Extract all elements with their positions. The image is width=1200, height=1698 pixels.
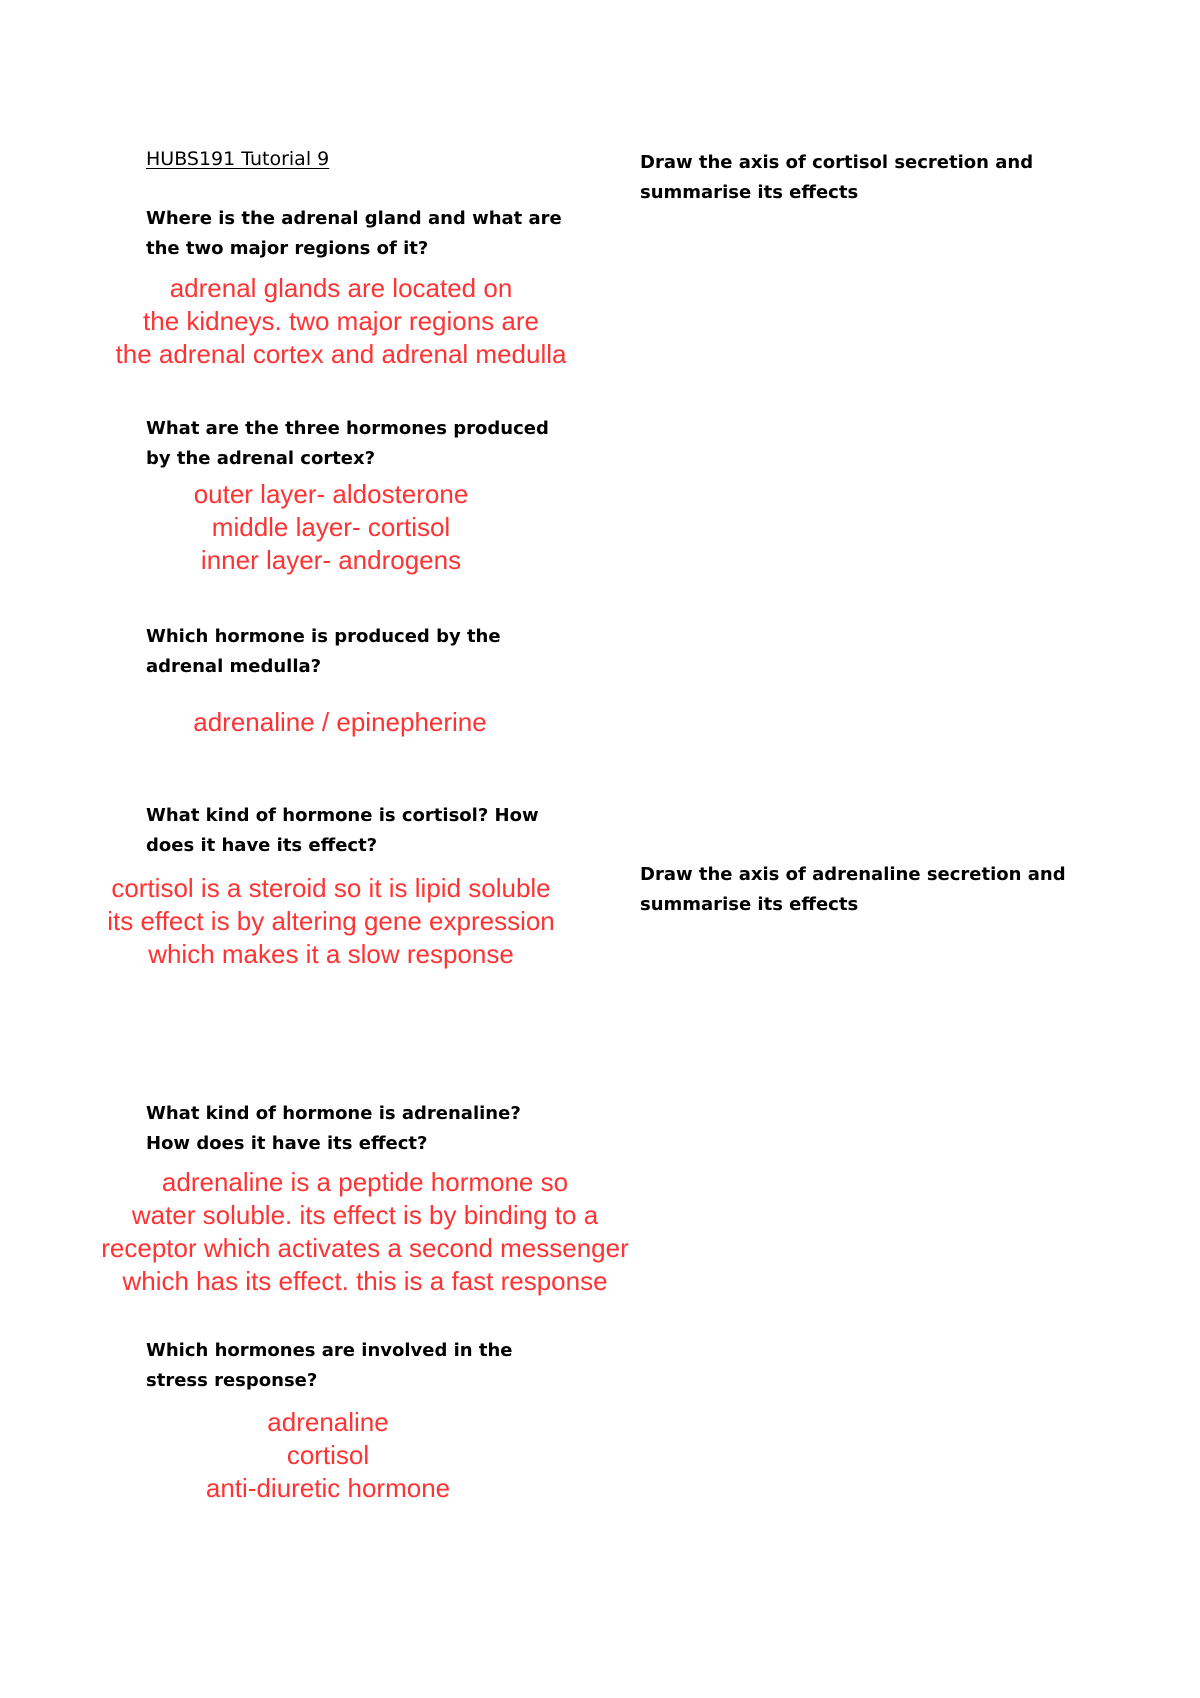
question-line: Where is the adrenal gland and what are xyxy=(146,208,562,229)
question-line: Draw the axis of adrenaline secretion and xyxy=(640,864,1066,885)
answer-adrenal-medulla-hormone xyxy=(86,706,594,739)
question-line: Which hormones are involved in the xyxy=(146,1340,513,1361)
answer-line: outer layer- aldosterone xyxy=(193,479,469,509)
answer-stress-hormones xyxy=(86,1406,570,1505)
question-line: adrenal medulla? xyxy=(146,656,322,677)
answer-line: cortisol xyxy=(286,1440,370,1470)
answer-adrenaline-type xyxy=(72,1166,658,1298)
question-adrenal-medulla-hormone xyxy=(146,622,501,682)
question-adrenaline-type xyxy=(146,1099,521,1159)
question-line: Draw the axis of cortisol secretion and xyxy=(640,152,1034,173)
answer-line: adrenaline xyxy=(267,1407,389,1437)
question-line: What kind of hormone is cortisol? How xyxy=(146,805,539,826)
question-stress-hormones xyxy=(146,1336,513,1396)
question-line: summarise its effects xyxy=(640,894,859,915)
answer-line: inner layer- androgens xyxy=(200,545,462,575)
question-cortisol-type xyxy=(146,801,539,861)
answer-line: the kidneys. two major regions are xyxy=(143,306,539,336)
question-line: Which hormone is produced by the xyxy=(146,626,501,647)
answer-line: adrenal glands are located on xyxy=(169,273,513,303)
answer-line: its effect is by altering gene expression xyxy=(107,906,555,936)
question-line: summarise its effects xyxy=(640,182,859,203)
question-adrenal-cortex-hormones xyxy=(146,414,549,474)
answer-line: the adrenal cortex and adrenal medulla xyxy=(115,339,567,369)
answer-line: middle layer- cortisol xyxy=(211,512,451,542)
question-cortisol-axis xyxy=(640,148,1033,208)
question-adrenal-location xyxy=(146,204,562,264)
question-line: the two major regions of it? xyxy=(146,238,429,259)
question-line: What are the three hormones produced xyxy=(146,418,549,439)
document-title: HUBS191 Tutorial 9 xyxy=(146,148,330,170)
question-line: does it have its effect? xyxy=(146,835,378,856)
answer-line: anti-diuretic hormone xyxy=(205,1473,451,1503)
answer-line: which makes it a slow response xyxy=(148,939,514,969)
question-line: How does it have its effect? xyxy=(146,1133,428,1154)
question-line: by the adrenal cortex? xyxy=(146,448,376,469)
answer-cortisol-type xyxy=(86,872,576,971)
answer-line: adrenaline / epinepherine xyxy=(193,707,487,737)
answer-line: cortisol is a steroid so it is lipid soluble xyxy=(111,873,551,903)
answer-line: water soluble. its effect is by binding to a xyxy=(131,1200,599,1230)
answer-line: which has its effect. this is a fast response xyxy=(122,1266,608,1296)
question-line: What kind of hormone is adrenaline? xyxy=(146,1103,521,1124)
answer-line: receptor which activates a second messenger xyxy=(101,1233,629,1263)
answer-adrenal-location xyxy=(86,272,596,371)
question-adrenaline-axis xyxy=(640,860,1066,920)
answer-line: adrenaline is a peptide hormone so xyxy=(161,1167,569,1197)
question-line: stress response? xyxy=(146,1370,318,1391)
answer-adrenal-cortex-hormones xyxy=(86,478,576,577)
